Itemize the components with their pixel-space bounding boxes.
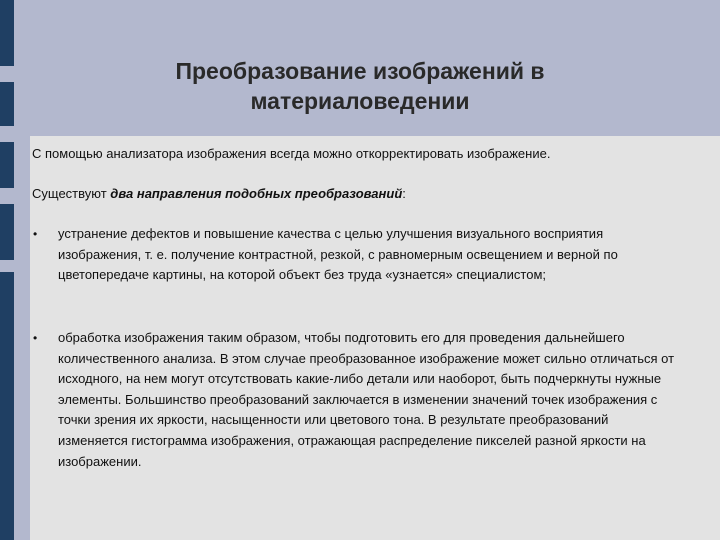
directions-suffix: :: [402, 186, 406, 201]
intro-paragraph: С помощью анализатора изображения всегда можно откорректировать изображение.: [32, 146, 551, 161]
accent-bar: [0, 0, 14, 66]
slide-title: [60, 56, 660, 116]
directions-prefix: Существуют: [32, 186, 111, 201]
accent-bar: [0, 82, 14, 126]
accent-bar: [0, 142, 14, 188]
accent-bar: [0, 272, 14, 540]
directions-emphasis: два направления подобных преобразований: [110, 186, 403, 201]
directions-paragraph: [32, 184, 712, 204]
bullet-item-1: устранение дефектов и повышение качества с целью улучшения визуального восприятия изображения, т. е. получение контрастной, резкой, с равномерным освещением и верной по цветопередаче картины, на которой объект без труда «узнается» специалистом;: [58, 226, 618, 283]
bullet-marker: •: [33, 227, 38, 241]
accent-bar: [0, 204, 14, 260]
slide-title-line-2: материаловедении: [250, 88, 470, 114]
slide-title-line-1: Преобразование изображений в: [175, 58, 545, 84]
bullet-marker: •: [33, 331, 38, 345]
content-panel: [30, 136, 720, 540]
bullet-item-2: обработка изображения таким образом, чтобы подготовить его для проведения дальнейшего количественного анализа. В этом случае преобразованное изображение может сильно отличаться от исходного, на нем могут отсутствовать какие-либо детали или наоборот, быть подчеркнуты нужные элементы. Большинство преобразований заключается в изменении значений точек изображения с точки зрения их яркости, насыщенности или цветового тона. В результате преобразований изменяется гистограмма изображения, отражающая распределение пикселей разной яркости на изображении.: [58, 330, 675, 469]
